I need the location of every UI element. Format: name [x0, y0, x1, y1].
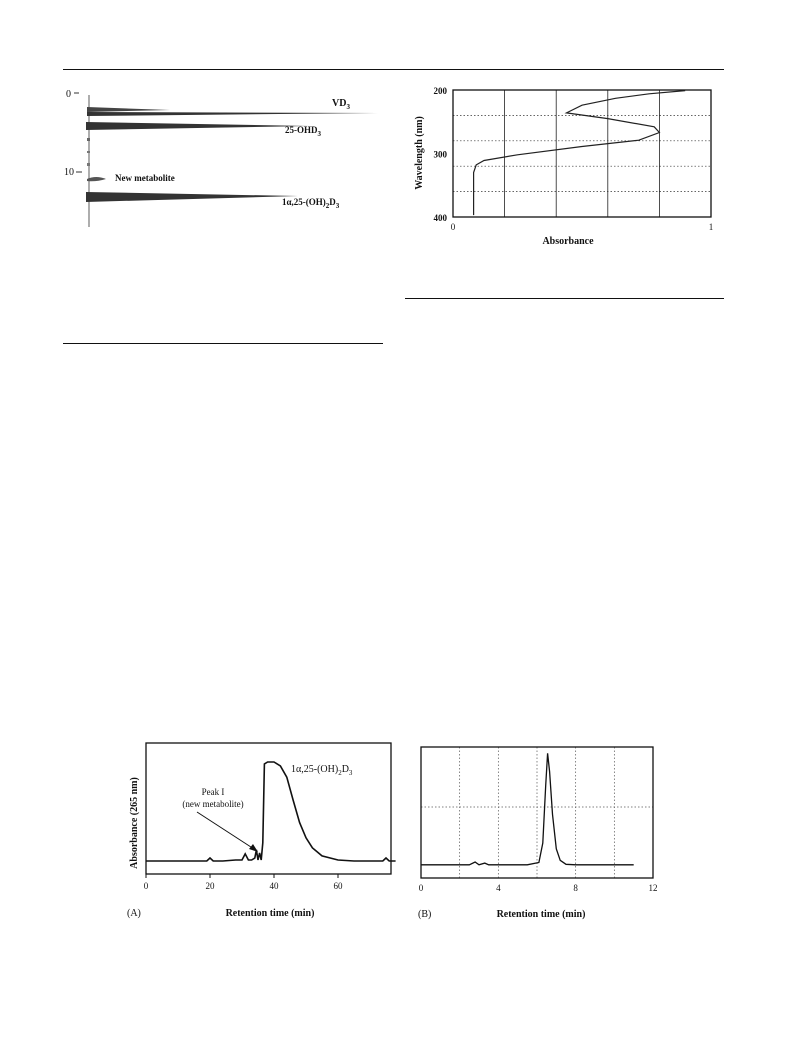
hplc-a-xlabel: Retention time (min): [225, 908, 315, 919]
hplc-b-xlabel: Retention time (min): [496, 909, 586, 920]
hplc-a-x-ticks: [144, 874, 343, 891]
hplc-a-chart: [125, 738, 400, 923]
tlc-band-ohd3: [86, 122, 310, 130]
hplc-a-trace: [146, 762, 396, 861]
tlc-label-new-metabolite: New metabolite: [115, 173, 175, 183]
uv-xlabel: Absorbance: [542, 236, 594, 247]
tlc-spot-1: [87, 138, 90, 141]
tlc-band-dihydroxy: [86, 192, 298, 202]
tlc-tick-ten: 10: [64, 167, 74, 178]
tlc-label-vd3: $VD_3$: [332, 98, 350, 111]
hplc-a-panel-label: (A): [127, 908, 141, 919]
hplc-b-x-tick-4: 4: [496, 883, 501, 893]
uv-x-tick-1: 1: [708, 222, 714, 232]
hplc-a-arrowhead: [249, 844, 258, 852]
tlc-band-vd3-a: [87, 107, 170, 112]
uv-x-ticks: [451, 222, 714, 232]
hplc-b-x-ticks: [419, 883, 658, 893]
tlc-spot-3: [87, 163, 90, 166]
uv-y-tick-300: 300: [433, 149, 447, 160]
hplc-b-chart: [413, 742, 683, 927]
uv-spectrum-chart: [400, 80, 730, 255]
hplc-a-x-tick-0: 0: [143, 881, 149, 891]
hplc-b-x-tick-0: 0: [418, 883, 424, 893]
hplc-b-x-tick-8: 8: [573, 883, 578, 893]
left-figure-rule: [63, 343, 383, 344]
hplc-a-x-tick-40: 40: [269, 881, 279, 891]
tlc-label-25ohd3: $25-OHD_3$: [285, 125, 321, 138]
uv-ylabel: Wavelength (nm): [414, 116, 425, 190]
hplc-a-annotation-new: (new metabolite): [182, 799, 244, 809]
right-figure-rule: [405, 298, 724, 299]
tlc-tick-zero: 0: [66, 89, 71, 100]
uv-y-tick-200: 200: [433, 86, 447, 96]
hplc-a-x-tick-20: 20: [205, 881, 215, 891]
tlc-figure: [60, 85, 390, 235]
uv-spectrum-line: [474, 91, 686, 216]
uv-y-ticks: [434, 86, 448, 223]
hplc-b-plot-frame: [421, 747, 653, 878]
tlc-band-vd3-b: [87, 112, 378, 116]
hplc-a-ylabel: Absorbance (265 nm): [129, 777, 140, 869]
hplc-b-x-tick-12: 12: [648, 883, 658, 893]
uv-plot-frame: [453, 90, 711, 217]
hplc-a-annotation-main: $1\alpha,25-(OH)_2D_3$: [291, 764, 353, 777]
tlc-label-dihydroxy: $1\alpha,25-(OH)_2D_3$: [282, 197, 340, 210]
tlc-spot-2: [87, 151, 90, 153]
hplc-b-trace: [421, 753, 634, 865]
uv-y-tick-400: 400: [433, 213, 447, 223]
hplc-a-annotation-arrow: [197, 812, 254, 849]
uv-x-tick-0: 0: [450, 222, 456, 232]
tlc-band-new: [87, 177, 106, 181]
hplc-b-grid: [421, 747, 653, 878]
hplc-a-x-tick-60: 60: [333, 881, 343, 891]
hplc-b-panel-label: (B): [418, 909, 432, 920]
hplc-a-annotation-peak: Peak I: [201, 787, 225, 797]
uv-grid: [453, 90, 711, 217]
header-rule: [63, 69, 724, 70]
